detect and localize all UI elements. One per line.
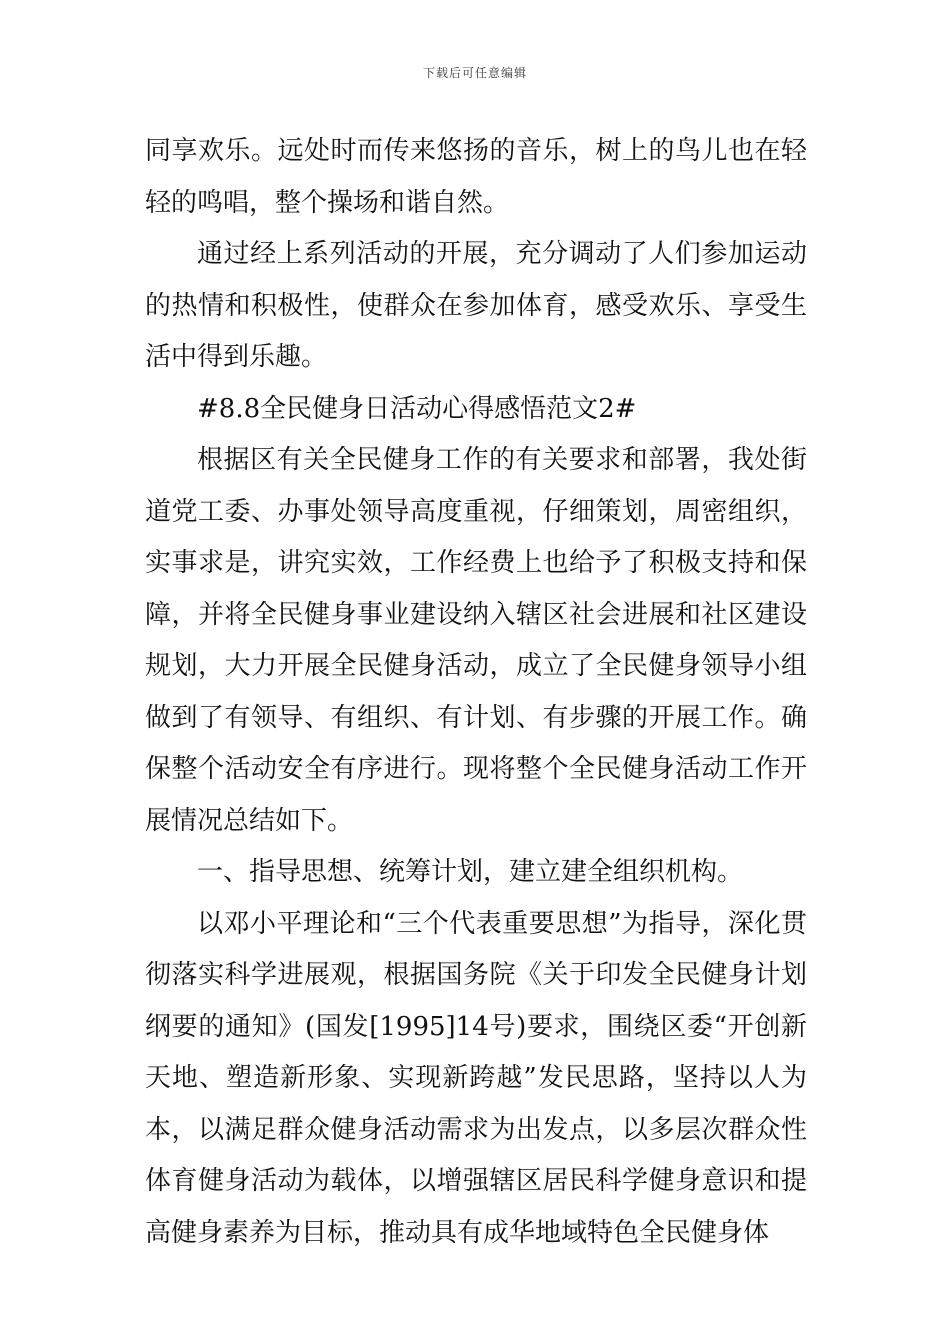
paragraph-1: 同享欢乐。远处时而传来悠扬的音乐，树上的鸟儿也在轻轻的鸣唱，整个操场和谐自然。 [145,136,807,218]
paragraph-3: 根据区有关全民健身工作的有关要求和部署，我处街道党工委、办事处领导高度重视，仔细策划，周密组织，实事求是，讲究实效，工作经费上也给予了积极支持和保障，并将全民健身事业建设纳入辖区社会进展和社区建设规划，大力开展全民健身活动，成立了全民健身领导小组做到了有领导、有组织、有计划、有步骤的开展工作。确保整个活动安全有序进行。现将整个全民健身活动工作开展情况总结如下。 [145,445,807,836]
paragraph-4: 以邓小平理论和“三个代表重要思想”为指导，深化贯彻落实科学进展观，根据国务院《关于印发全民健身计划纲要的通知》(国发[1995]14号)要求，围绕区委“开创新天地、塑造新形象、实现新跨越”发民思路，坚持以人为本，以满足群众健身活动需求为出发点，以多层次群众性体育健身活动为载体，以增强辖区居民科学健身意识和提高健身素养为目标，推动具有成华地域特色全民健身体 [145,908,807,1248]
page-header: 下载后可任意编辑 [422,66,527,80]
section-heading: #8.8全民健身日活动心得感悟范文2# [197,393,637,424]
paragraph-2: 通过经上系列活动的开展，充分调动了人们参加运动的热情和积极性，使群众在参加体育，感受欢乐、享受生活中得到乐趣。 [145,239,807,372]
subsection-heading: 一、指导思想、统筹计划，建立建全组织机构。 [197,857,744,887]
document-body [145,126,807,1259]
